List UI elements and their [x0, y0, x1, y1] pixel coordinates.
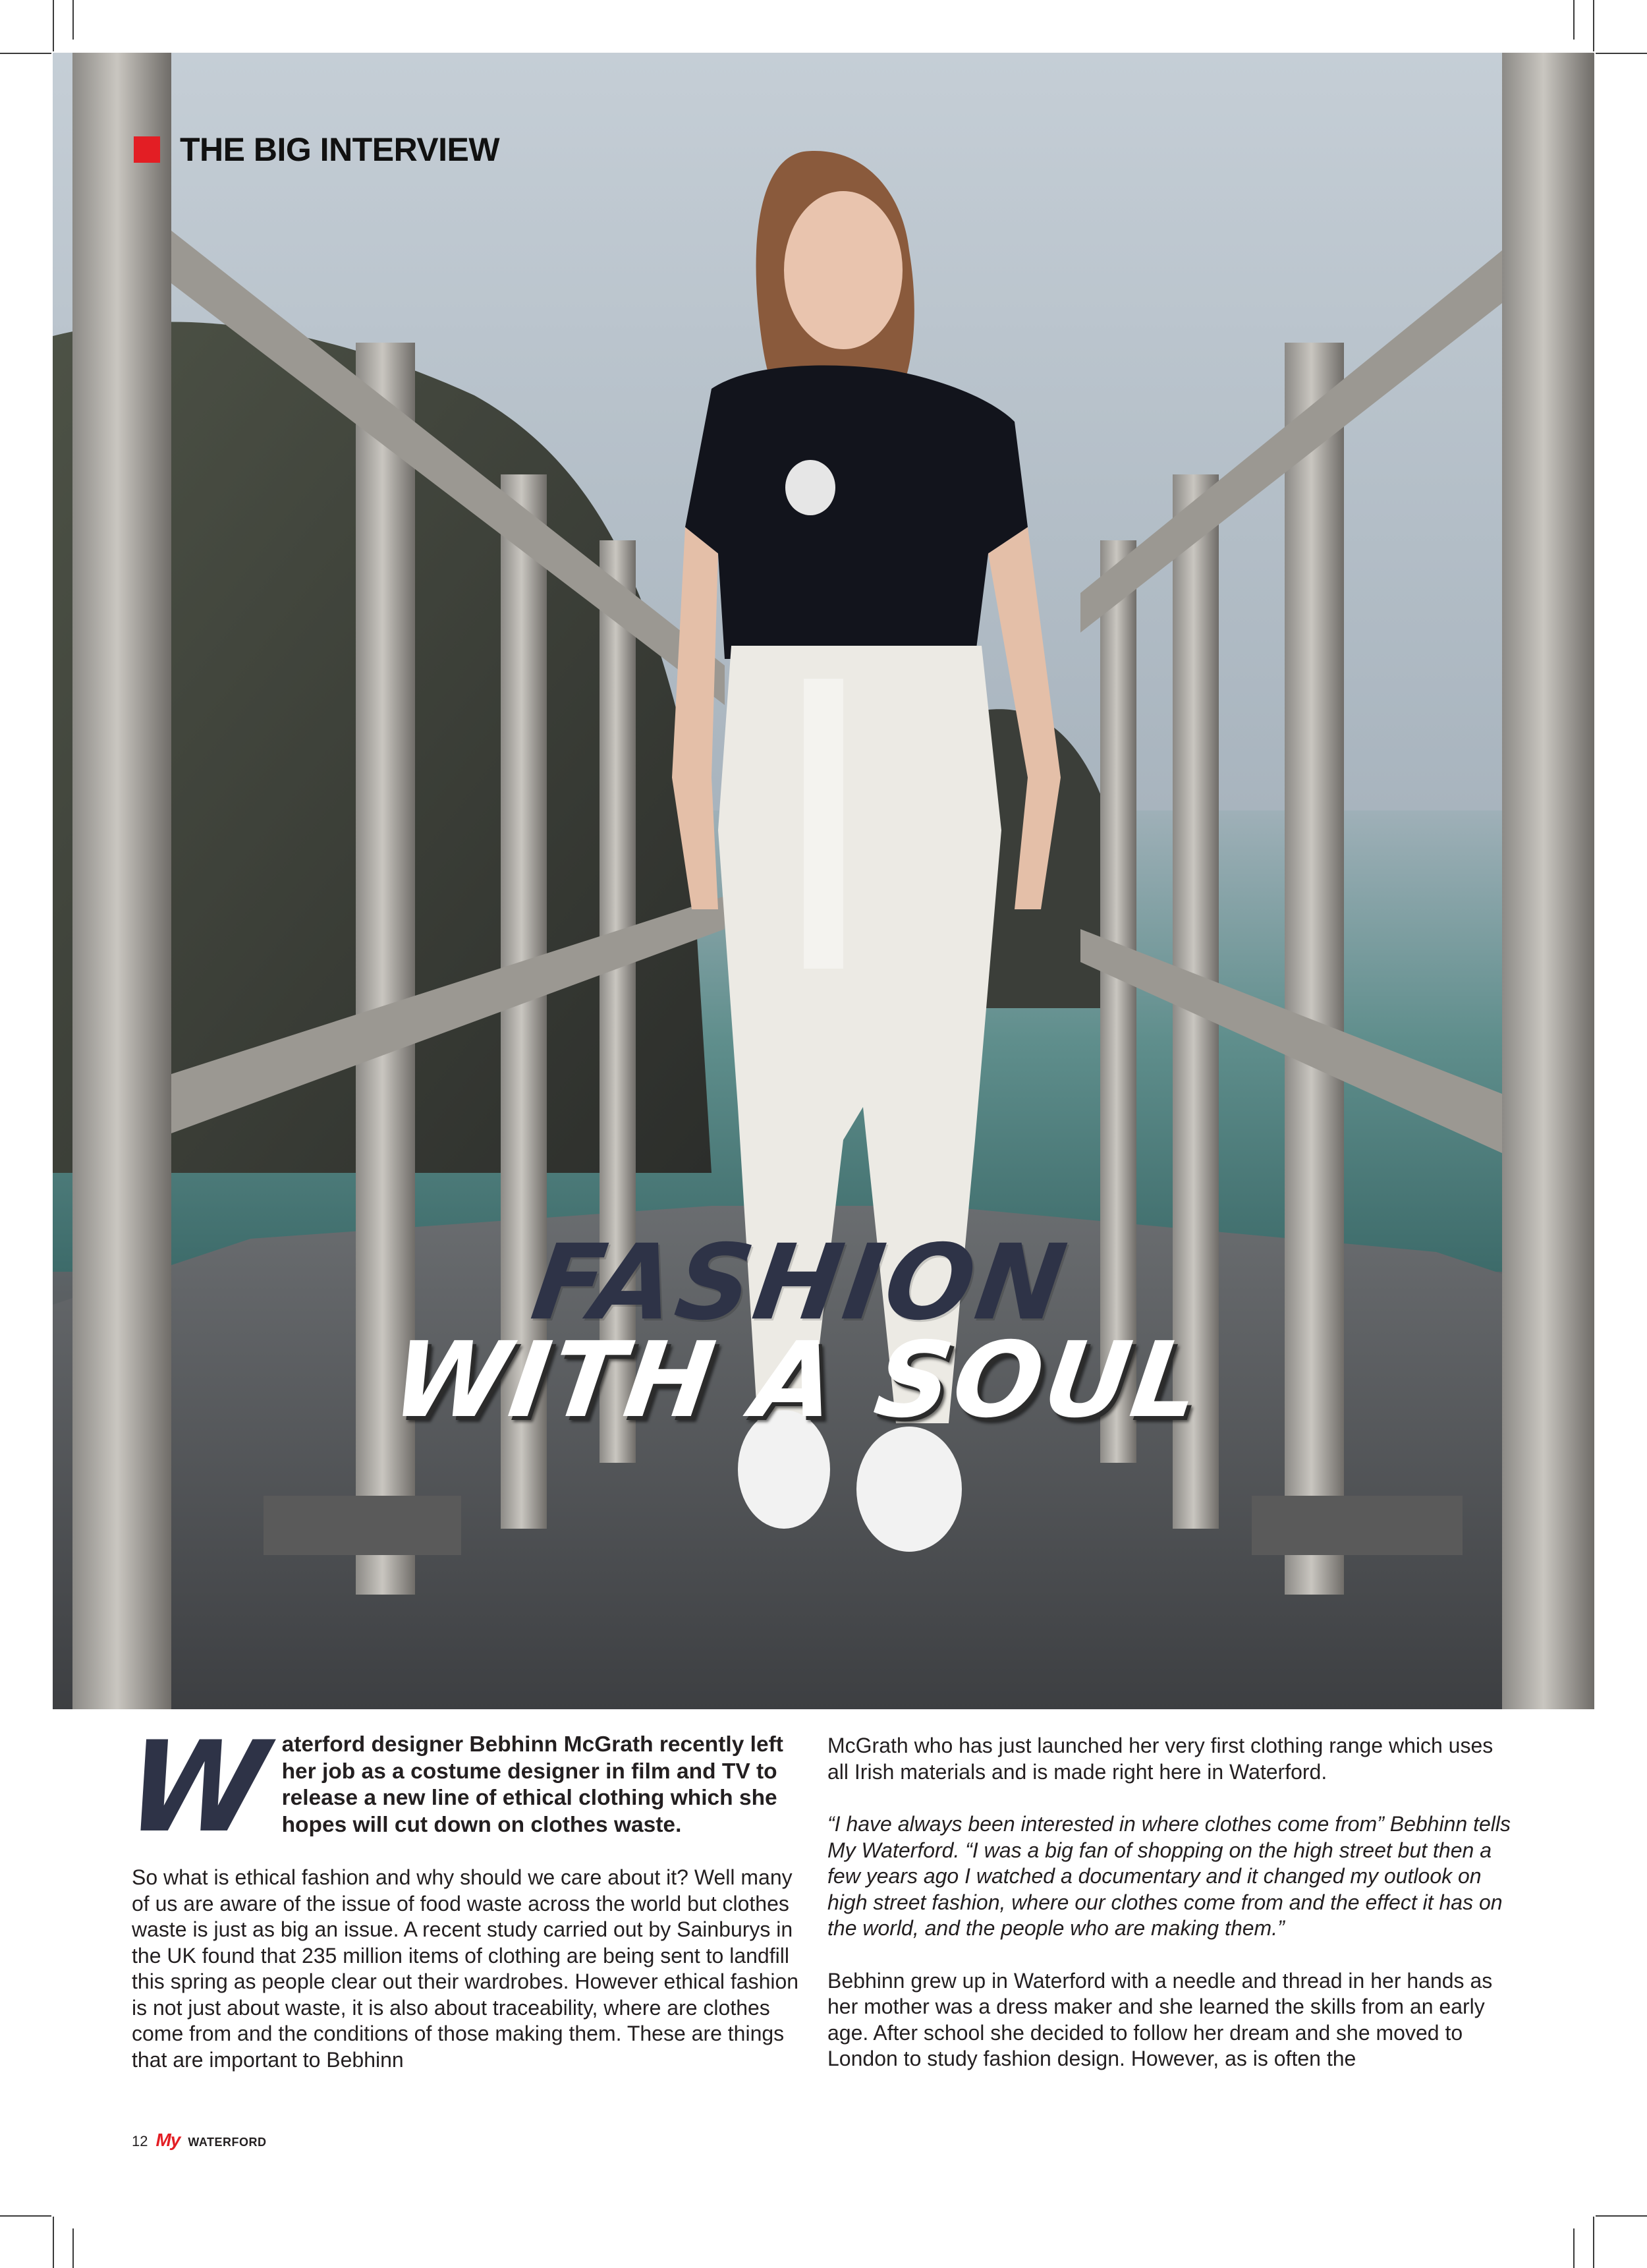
- crop-mark: [1573, 2228, 1575, 2268]
- article-lead: [120, 1715, 810, 1860]
- red-square-icon: [134, 136, 160, 163]
- brand-logo-my: My: [155, 2130, 181, 2150]
- section-label: THE BIG INTERVIEW: [180, 131, 500, 168]
- article-paragraph-2: McGrath who has just launched her very first clothing range which uses all Irish materials and is made right here in Waterford.: [827, 1734, 1493, 1784]
- headline-line-2: WITH A SOUL: [385, 1320, 1210, 1441]
- article-quote: “I have always been interested in where clothes come from” Bebhinn tells My Waterford. “I was a big fan of shopping on the high street but then a few years ago I watched a documentary and it changed my outlook on high street fashion, where our clothes come from and the effect it has on the world, and the people who are making them.”: [827, 1812, 1511, 1940]
- page-number: 12: [132, 2133, 148, 2149]
- crop-mark: [72, 2228, 74, 2268]
- crop-mark: [53, 0, 54, 51]
- model-on-pier-photo-icon: [53, 53, 1594, 1709]
- crop-mark: [72, 0, 74, 40]
- article-column-1: [120, 1715, 810, 2073]
- crop-mark: [1593, 2217, 1594, 2268]
- lead-text: aterford designer Bebhinn McGrath recently left her job as a costume designer in film and TV to release a new line of ethical clothing which she hopes will cut down on clothes waste.: [281, 1732, 783, 1837]
- brand-name: WATERFORD: [188, 2136, 267, 2149]
- article-column-2: [827, 1733, 1519, 2072]
- hero-photo: [53, 53, 1594, 1709]
- article-paragraph-3: Bebhinn grew up in Waterford with a needle and thread in her hands as her mother was a dress maker and she learned the skills from an early age. After school she decided to follow her dream and she moved to London to study fashion design. However, as is often the: [827, 1968, 1493, 2070]
- drop-cap: W: [120, 1715, 274, 1860]
- crop-mark: [53, 2217, 54, 2268]
- crop-mark: [1596, 2215, 1647, 2217]
- article-paragraph-1: So what is ethical fashion and why should we care about it? Well many of us are aware of the issue of food waste across the world but clothes waste is just as big an issue. A recent study carried out by Sainburys in the UK found that 235 million items of clothing are being sent to landfill this spring as people clear out their wardrobes. However ethical fashion is not just about waste, it is also about traceability, where are clothes come from and the conditions of those making them. These are things that are important to Bebhinn: [132, 1865, 799, 2072]
- section-kicker: [134, 130, 499, 169]
- headline-line-1: FASHION: [525, 1222, 1076, 1344]
- crop-mark: [1573, 0, 1575, 40]
- page-footer: [132, 2130, 267, 2151]
- crop-mark: [1596, 53, 1647, 54]
- crop-mark: [0, 53, 51, 54]
- crop-mark: [0, 2215, 51, 2217]
- crop-mark: [1593, 0, 1594, 51]
